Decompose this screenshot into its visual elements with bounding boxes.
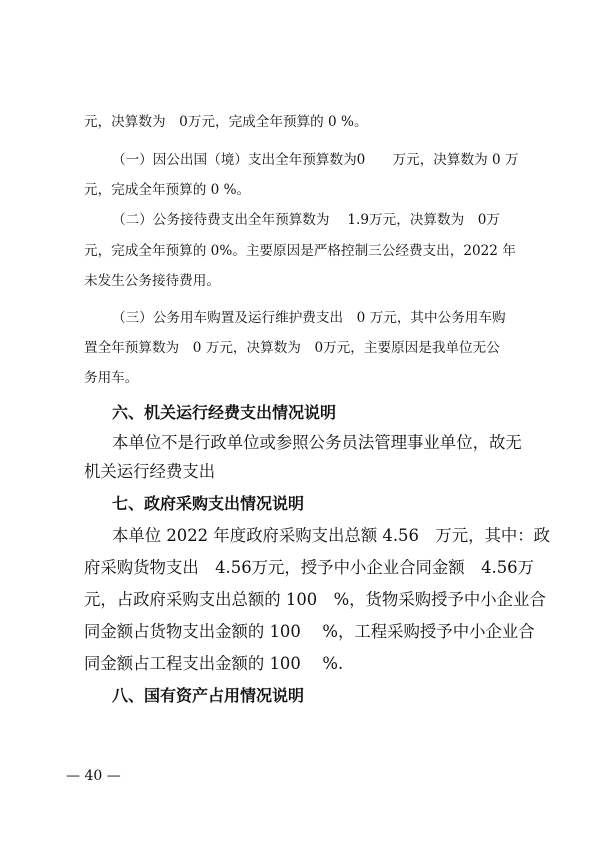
text-line: 未发生公务接待费用。 — [84, 273, 220, 289]
section-heading: 六、机关运行经费支出情况说明 — [112, 403, 337, 422]
text-line: 元，占政府采购支出总额的 100 %，货物采购授予中小企业合 — [84, 590, 546, 609]
text-line: （二）公务接待费支出全年预算数为 1.9万元，决算数为 0万 — [112, 212, 501, 228]
text-line: （三）公务用车购置及运行维护费支出 0 万元，其中公务用车购 — [112, 310, 506, 326]
text-line: 元，完成全年预算的 0 %。 — [84, 182, 251, 198]
text-line: （一）因公出国（境）支出全年预算数为0 万元，决算数为 0 万 — [112, 152, 519, 168]
text-line: 元，完成全年预算的 0%。主要原因是严格控制三公经费支出，2022 年 — [84, 243, 516, 259]
text-line: 府采购货物支出 4.56万元，授予中小企业合同金额 4.56万 — [84, 558, 534, 577]
text-line: 同金额占工程支出金额的 100 %. — [84, 654, 344, 673]
text-line: 元，决算数为 0万元，完成全年预算的 0 %。 — [84, 114, 368, 130]
text-line: 机关运行经费支出 — [84, 462, 216, 481]
text-line: 务用车。 — [84, 370, 139, 386]
section-heading: 七、政府采购支出情况说明 — [112, 494, 305, 513]
text-line: 置全年预算数为 0 万元，决算数为 0万元，主要原因是我单位无公 — [84, 340, 500, 356]
section-heading: 八、国有资产占用情况说明 — [112, 686, 305, 705]
page-number: — 40 — — [66, 768, 121, 784]
text-line: 本单位 2022 年度政府采购支出总额 4.56 万元，其中：政 — [112, 526, 551, 545]
text-line: 本单位不是行政单位或参照公务员法管理事业单位，故无 — [112, 433, 522, 452]
text-line: 同金额占货物支出金额的 100 %，工程采购授予中小企业合 — [84, 622, 535, 641]
